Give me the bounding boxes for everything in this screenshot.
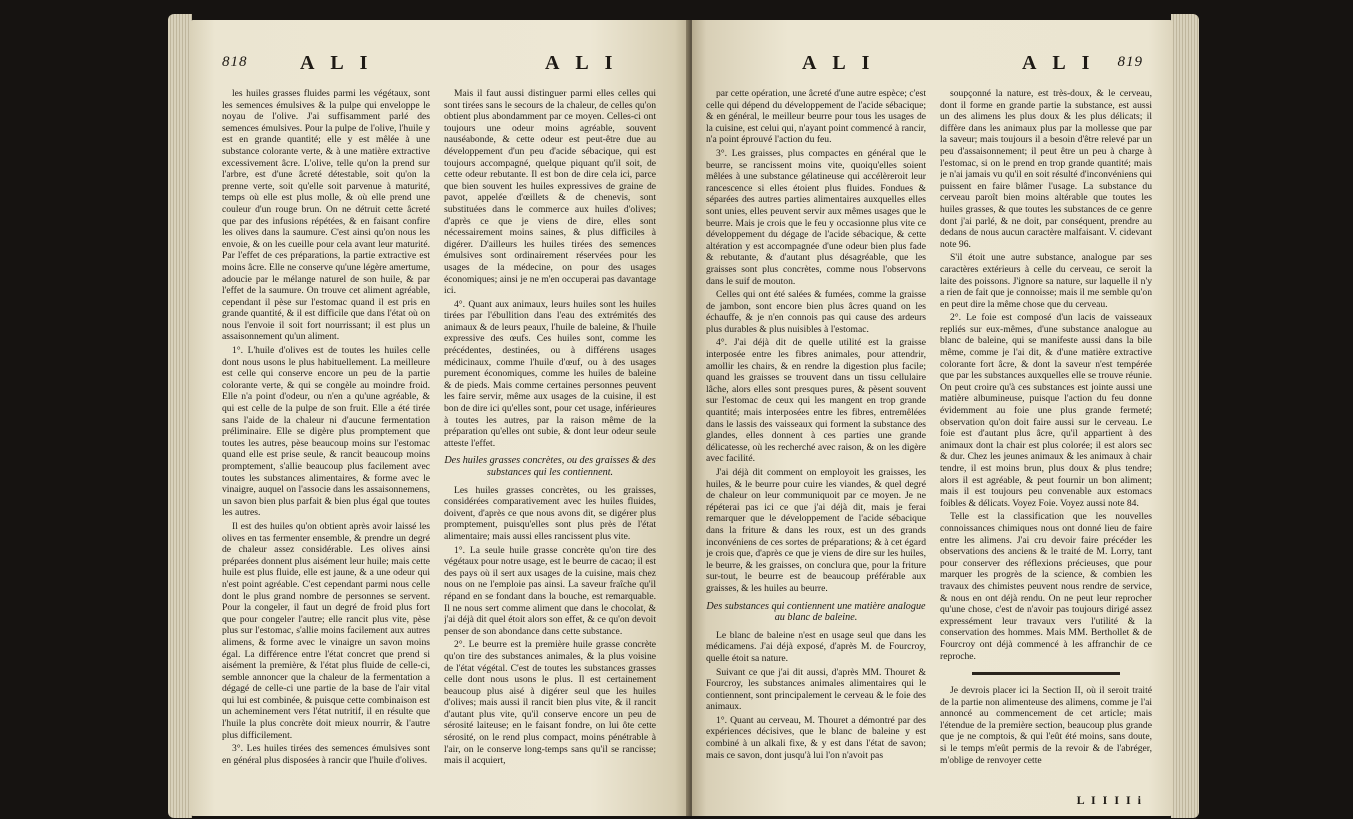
running-header xyxy=(190,52,690,78)
paragraph: Les huiles grasses concrètes, ou les graisses, considérées comparativement avec les huiles fluides, doivent, d'après ce que nous avons dit, se digérer plus promptement, puisqu'elles sont plus près de l'état alimentaire; mais aussi elles rancissent plus vite. xyxy=(444,484,656,542)
paragraph: 3°. Les graisses, plus compactes en général que le beurre, se rancissent moins vite, quoiqu'elles soient mêlées à une substance gélatineuse qui accélèreroit leur rancescence si elles étoient plus fluides. Fondues & séparées des autres parties alimentaires auxquelles elles sont unies, elles peuvent servir aux mêmes usages que le beurre. Mais je crois que le feu y occasionne plus vite ce développement du dégage de l'acide sébacique, & cette altération y est accompagnée d'une odeur bien plus fade & rebutante, & d'autant plus désagréable, que les graisses sont plus concrètes, comme nous l'observons dans le suif de mouton. xyxy=(706,147,926,287)
paragraph: 2°. Le foie est composé d'un lacis de vaisseaux repliés sur eux-mêmes, d'une substance analogue au blanc de baleine, qui se manifeste aussi dans la bile même, comme je l'ai dit, & d'une matière extractive colorante fort âcre, & dont la saveur n'est tempérée que par les substances auxquelles elle se trouve réunie. On peut croire qu'à ces substances est jointe aussi une matière albumineuse, puisque l'action du feu donne évidemment au foie une plus grande fermeté; observation qu'on doit faire aussi sur le cerveau. Le foie est d'autant plus âcre, qu'il appartient à des animaux dont la chair est plus colorée; il est alors sec & dur. Chez les jeunes animaux & les animaux à chair tendre, il est moins brun, plus doux & plus tendre; alors il est agréable, & peut fournir un bon aliment; mais il est toujours peu convenable aux estomacs foibles & délicats. Voyez Foie. Voyez aussi note 84. xyxy=(940,312,1152,509)
signature-mark: L I I I I i xyxy=(1076,793,1143,807)
page-number: 819 xyxy=(1117,54,1143,70)
paragraph: 2°. Le beurre est la première huile grasse concrète qu'on tire des substances animales, & la plus voisine de l'état végétal. C'est de toutes les substances grasses celle dont nous usons le plus. Il est certainement beaucoup plus aisé à digérer seul que les huiles d'olives; mais aussi il rancit bien plus vite, & il rancit d'autant plus vite, qu'il conserve encore un peu de sérosité laiteuse; en le faisant fondre, on lui ôte cette sérosité, on le rend plus compact, moins pénétrable à l'air, on le conserve long-temps sans qu'il se rancisse; mais il acquiert, xyxy=(444,639,656,767)
page-number: 818 xyxy=(222,54,248,70)
right-column-2 xyxy=(940,88,1152,768)
left-column-1 xyxy=(222,88,430,788)
paragraph: soupçonné la nature, est très-doux, & le cerveau, dont il forme en grande partie la substance, est aussi un des alimens les plus doux & les plus délicats; il diffère dans les animaux plus par la mollesse que par la saveur; mais toujours il a besoin d'être relevé par un peu d'assaisonnement; il peut être un peu à charge à l'estomac, si on le prend en trop grande quantité; mais je n'ai jamais vu qu'il en soit résulté d'inconvéniens qui puissent en faire blâmer l'usage. La substance du cerveau paroît bien moins altérable que toutes les huiles grasses, & que toutes les substances de ce genre dont j'ai parlé, & ne doit, par conséquent, prendre au dedans de nous aucun caractère malfaisant. V. cidevant note 96. xyxy=(940,88,1152,250)
paragraph: J'ai déjà dit comment on employoit les graisses, les huiles, & le beurre pour cuire les viandes, & quel degré de chaleur on leur communiquoit par ce moyen. Je ne répéterai pas ici ce que j'ai déjà dit, mais je ferai remarquer que le développement de l'acide sébacique dans la friture & dans les roux, est un des grands inconvéniens de ces sortes de préparations; & à cet égard je crois que, d'après ce que je viens de dire sur les huiles, le beurre, & les graisses, on conclura que, pour la friture sur-tout, le beurre est de beaucoup préférable aux graisses, & les huiles au beurre. xyxy=(706,467,926,594)
paragraph: Suivant ce que j'ai dit aussi, d'après MM. Thouret & Fourcroy, les substances animales alimentaires qui le contiennent, sont principalement le cerveau & le foie des animaux. xyxy=(706,666,926,713)
paragraph: 1°. Quant au cerveau, M. Thouret a démontré par des expériences décisives, que le blanc de baleine y est combiné à un alkali fixe, & y est dans l'état de savon; mais ce savon, dont jusqu'à lui l'on n'avoit pas xyxy=(706,714,926,761)
paragraph: Il est des huiles qu'on obtient après avoir laissé les olives en tas fermenter ensemble, & prendre un degré de chaleur assez considérable. Les olives ainsi préparées donnent plus aisément leur huile; mais cette huile est plus fluide, elle est jaune, & a une odeur qui n'est point agréable. C'est cependant parmi nous celle dont le plus grand nombre de personnes se servent. Pour la congeler, il faut un degré de froid plus fort que pour congeler l'autre; elle rancit plus vite, pèse plus sur l'estomac, s'allie moins facilement aux autres alimens, & forme avec le vinaigre un savon moins égal. La différence entre l'état concret que prend si aisément la première, & l'état plus fluide de celle-ci, semble annoncer que la chaleur de la fermentation a dégagé de celle-ci une partie de la base de l'air vital qui lui est combinée, & puisque cette combinaison est un acheminement vers l'état nutritif, il en résulte que l'huile la plus concrète doit mieux nourrir, & l'autre plus difficilement. xyxy=(222,520,430,741)
right-page xyxy=(692,20,1173,816)
paragraph: 4°. J'ai déjà dit de quelle utilité est la graisse interposée entre les fibres animales, pour attendrir, amollir les chairs, & en rendre la digestion plus facile; quand les graisses se trouvent dans un tissu cellulaire lâche, alors elles sont presques pures, & pèsent souvent sur l'estomac de ceux qui les mangent en trop grande quantité; mais interposées entre les fibres, entremêlées dans le lassis des vaisseaux qui forment la substance des glandes, elles donnent à ces parties une grande délicatesse, où les recherché avec raison, & on les digère avec facilité. xyxy=(706,337,926,465)
paragraph: Mais il faut aussi distinguer parmi elles celles qui sont tirées sans le secours de la chaleur, de celles qu'on obtient plus abondamment par ce moyen. Celles-ci ont toujours une odeur moins agréable, souvent nauséabonde, & cette odeur est peut-être due au développement d'un peu d'acide sébacique, qui est toujours accompagné, quelque piquant qu'il soit, de cette odeur rebutante. Il est bon de dire cela ici, parce que bien souvent les huiles expressives de graine de pavot, appelée d'œillets & de chenevis, sont substituées dans le commerce aux huiles d'olives; d'après ce que je viens de dire, elles sont nécessairement moins saines, & plus difficiles à digérer. D'ailleurs les huiles tirées des semences émulsives sont ordinairement réservées pour les usages de la médecine, on pour des usages économiques; ainsi je ne m'en occuperai pas davantage ici. xyxy=(444,88,656,297)
paragraph: Je devrois placer ici la Section II, où il seroit traité de la partie non alimenteuse des alimens, comme je l'ai annoncé au commencement de cet article; mais l'étendue de la première section, beaucoup plus grande que je ne comptois, & qui l'eût été moins, sans doute, si le temps m'eût permis de la revoir & de l'abréger, m'oblige de renvoyer cette xyxy=(940,685,1152,766)
page-edges-left xyxy=(168,14,192,818)
section-heading: Des substances qui contiennent une matière analogue au blanc de baleine. xyxy=(706,600,926,624)
paragraph: Le blanc de baleine n'est en usage seul que dans les médicamens. J'ai déjà exposé, d'après M. de Fourcroy, quelle étoit sa nature. xyxy=(706,629,926,664)
paragraph: Celles qui ont été salées & fumées, comme la graisse de jambon, sont encore bien plus âcres quand on les échauffe, & je n'en connois pas qui cause des ardeurs plus durables & plus nuisibles à l'estomac. xyxy=(706,289,926,335)
paragraph: par cette opération, une âcreté d'une autre espèce; c'est celle qui dépend du développement de l'acide sébacique; & en général, le meilleur beurre pour tous les usages de la cuisine, est celui qui, n'ayant point commencé à rancir, n'a point éprouvé l'action du feu. xyxy=(706,88,926,146)
paragraph: Telle est la classification que les nouvelles connoissances chimiques nous ont donné lieu de faire entre les alimens. J'ai cru devoir faire précéder les observations des anciens & le traité de M. Lorry, tant pour conserver des réflexions précieuses, que pour marquer les progrès de la science, & combien les travaux des chimistes peuvent nous rendre de service, & nous en ont déjà rendu. On ne peut leur reprocher qu'une chose, c'est de n'avoir pas toujours dirigé assez expressément leur travaux vers l'utilité & la conservation des hommes. Mais MM. Berthollet & de Fourcroy ont déjà commencé à les affranchir de ce reproche. xyxy=(940,511,1152,662)
running-header-left: A L I xyxy=(802,52,876,74)
left-page xyxy=(190,20,690,816)
paragraph: 1°. L'huile d'olives est de toutes les huiles celle dont nous usons le plus habituellement. La meilleure est celle qui conserve encore un peu de la partie colorante verte, & qui se congèle au moindre froid. Elle n'a point d'odeur, ou n'en a qu'une agréable, & qui est celle de la pulpe de son fruit. Elle a été tirée sans l'aide de la chaleur ni d'aucune fermentation préliminaire. Elle se digère plus promptement que toutes les autres, pèse beaucoup moins sur l'estomac quand elle est prise seule, & rancit beaucoup moins promptement, s'allie beaucoup plus facilement avec toutes les substances alimentaires, & forme avec le vinaigre, auquel on l'associe dans les assaisonnemens, un savon bien plus parfait & bien plus égal que toutes les autres. xyxy=(222,345,430,519)
paragraph: 3°. Les huiles tirées des semences émulsives sont en général plus disposées à rancir que l'huile d'olives. xyxy=(222,743,430,766)
section-heading: Des huiles grasses concrètes, ou des graisses & des substances qui les contiennent. xyxy=(444,455,656,478)
left-column-2 xyxy=(444,88,656,788)
running-header-left: A L I xyxy=(300,52,374,74)
running-header-right: A L I xyxy=(545,52,619,74)
paragraph: S'il étoit une autre substance, analogue par ses caractères extérieurs à celle du cerveau, ce seroit la laite des poissons. J'ignore sa nature, sur laquelle il n'y a rien de fait que je connoisse; mais il me semble qu'on en peut dire la même chose que du cerveau. xyxy=(940,252,1152,310)
paragraph: 1°. La seule huile grasse concrète qu'on tire des végétaux pour notre usage, est le beurre de cacao; il est des pays où il sert aux usages de la cuisine, mais chez nous on ne l'emploie pas ainsi. La saveur fraîche qu'il répand en se fondant dans la bouche, est remarquable. Il ne nous sert comme aliment que dans le chocolat, & j'ai déjà dit quel étoit alors son effet, & ce qu'on devoit penser de son abondance dans cette substance. xyxy=(444,544,656,637)
running-header-right: A L I xyxy=(1022,52,1096,74)
section-rule xyxy=(972,672,1120,675)
paragraph: les huiles grasses fluides parmi les végétaux, sont les semences émulsives & la pulpe qui enveloppe le noyau de l'olive. J'ai suffisamment parlé des semences émulsives. Pour la pulpe de l'olive, l'huile y est en grande quantité; elle y est mêlée à une substance colorante verte, & à une matière extractive excessivement âcre. L'olive, telle qu'on la prend sur l'arbre, est d'une âcreté détestable, soit qu'on la prenne verte, soit qu'elle soit parvenue à maturité, temps où elle est plus molle, & où elle prend une couleur d'un rouge brun. On ne détruit cette âcreté que par des infusions répétées, & en faisant confire les olives dans la saumure. C'est ainsi qu'on nous les envoie, & on les cueille pour cela avant leur maturité. Par l'effet de ces préparations, la partie extractive est moins âcre. Elle ne conserve qu'une légère amertume, adoucie par le mélange naturel de son huile, & par l'effet de la saumure. On trouve cet aliment agréable, cependant il pèse sur l'estomac quand il est pris en grande quantité, & il est difficile que dans l'état où on nous l'envoie il soit fort nourrissant; il est plus un assaisonnement qu'un aliment. xyxy=(222,88,430,343)
page-edges-right xyxy=(1171,14,1199,818)
paragraph: 4°. Quant aux animaux, leurs huiles sont les huiles tirées par l'ébullition dans l'eau des extrémités des animaux & de leurs peaux, l'huile de baleine, & l'huile expressive des œufs. Ces huiles sont, comme les précédentes, destinées, ou à différens usages médicinaux, comme l'huile d'œuf, ou à des usages purement économiques, comme les huiles de baleine & de pieds. Mais comme certaines personnes peuvent les faire servir, même aux usages de la cuisine, il est bon de dire ici qu'elles sont, pour cet usage, inférieures à toutes les autres, par la raison même de la préparation qu'elles ont subie, & dont leur odeur seule atteste l'effet. xyxy=(444,298,656,449)
right-column-1 xyxy=(706,88,926,788)
running-header xyxy=(692,52,1173,78)
